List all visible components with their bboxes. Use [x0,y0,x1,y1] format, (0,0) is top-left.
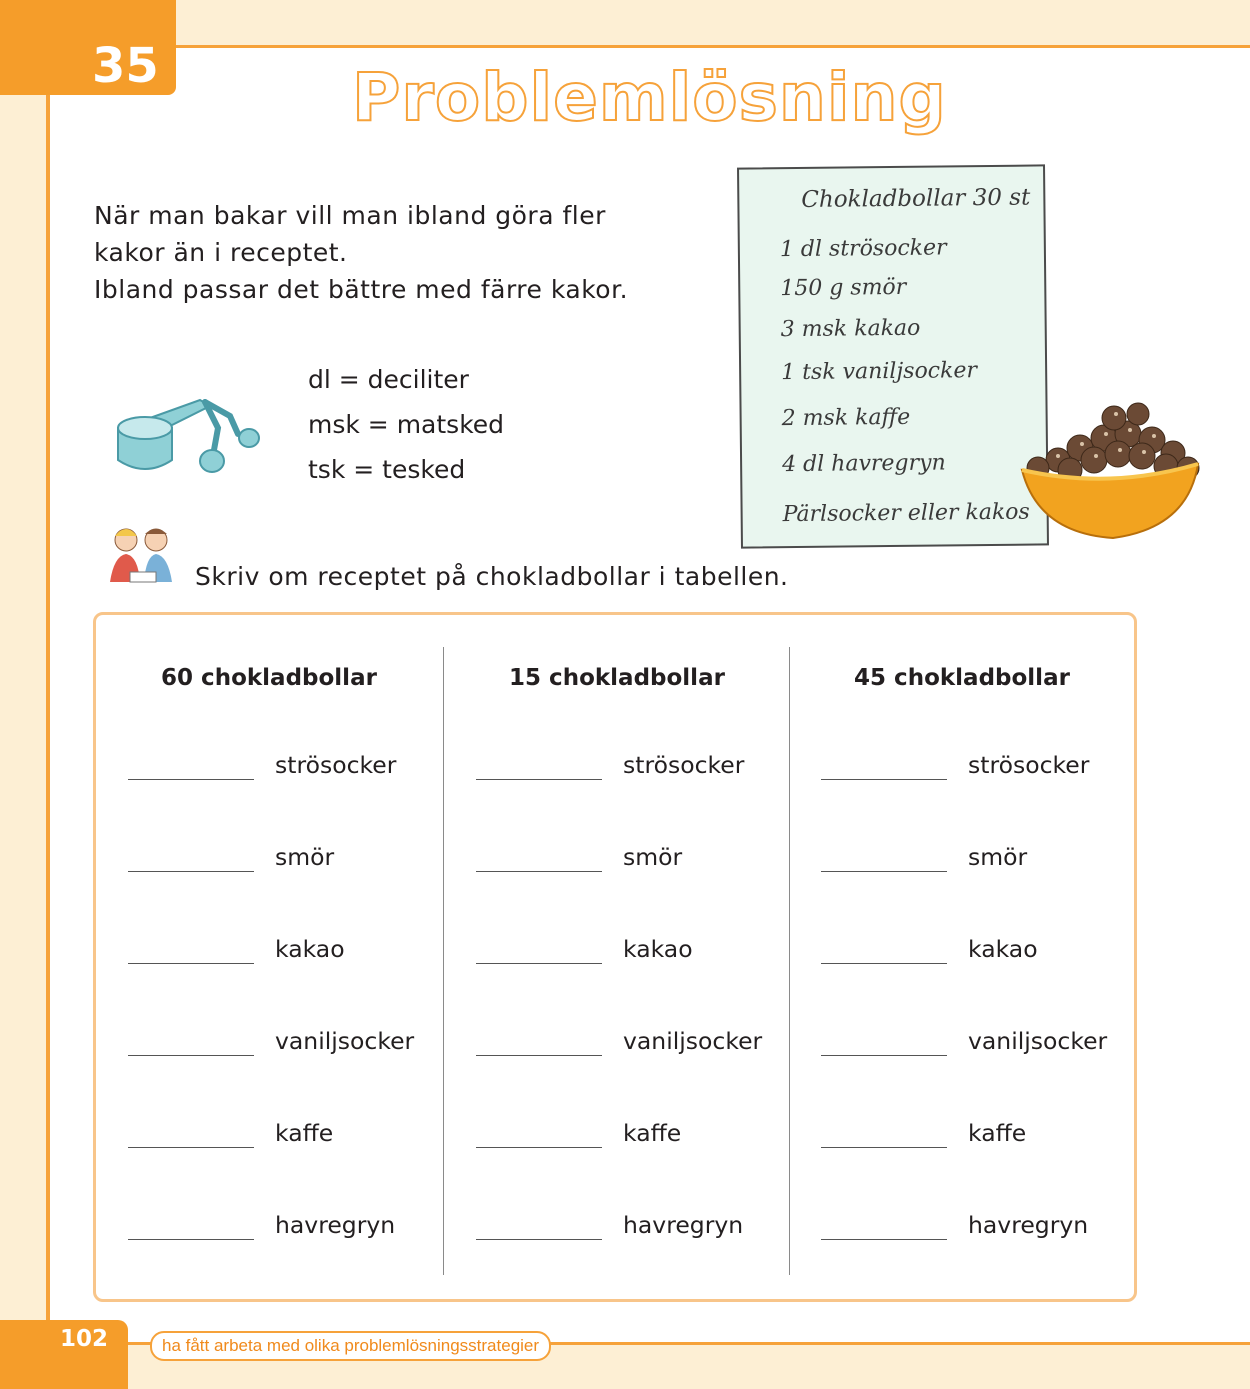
column-header: 15 chokladbollar [509,665,725,691]
table-row [444,1116,790,1156]
table-column [96,615,442,1299]
intro-text [94,197,654,308]
answer-blank[interactable] [128,1239,254,1240]
answer-blank[interactable] [476,1055,602,1056]
recipe-line: 1 dl strösocker [779,235,947,263]
answer-blank[interactable] [476,1147,602,1148]
table-row [96,1208,442,1248]
table-row [96,1024,442,1064]
answer-blank[interactable] [476,1239,602,1240]
table-row [444,1024,790,1064]
recipe-line: 4 dl havregryn [781,450,946,478]
ingredient-label: smör [275,843,335,871]
answer-blank[interactable] [821,871,947,872]
recipe-line: 150 g smör [780,274,907,302]
answer-blank[interactable] [476,963,602,964]
answer-blank[interactable] [476,779,602,780]
table-row [789,1116,1135,1156]
intro-line: Ibland passar det bättre med färre kakor. [94,275,629,304]
table-row [444,748,790,788]
recipe-title: Chokladbollar 30 st [801,184,1031,213]
ingredient-label: strösocker [968,751,1090,779]
chocolate-balls-bowl-icon [1018,398,1203,543]
table-row [96,840,442,880]
intro-line: När man bakar vill man ibland göra fler [94,201,606,230]
abbreviation-item: msk = matsked [308,410,505,439]
table-row [96,932,442,972]
table-row [96,1116,442,1156]
recipe-line: 3 msk kakao [780,315,921,343]
table-column [444,615,790,1299]
table-row [789,748,1135,788]
page-edge-left [46,90,50,1330]
page-number-tab [0,1320,128,1389]
page-number: 102 [60,1326,109,1352]
table-row [789,840,1135,880]
ingredient-label: kakao [275,935,345,963]
table-column [789,615,1135,1299]
conversion-table [93,612,1137,1302]
ingredient-label: kaffe [275,1119,334,1147]
ingredient-label: havregryn [968,1211,1089,1239]
page-edge-top [176,45,1250,48]
ingredient-label: kakao [623,935,693,963]
ingredient-label: smör [623,843,683,871]
abbreviation-item: tsk = tesked [308,455,466,484]
column-header: 60 chokladbollar [161,665,377,691]
abbreviation-list [308,357,504,492]
abbreviation-item: dl = deciliter [308,365,469,394]
table-row [444,932,790,972]
answer-blank[interactable] [128,1055,254,1056]
table-row [444,1208,790,1248]
ingredient-label: vaniljsocker [968,1027,1108,1055]
ingredient-label: strösocker [275,751,397,779]
recipe-line: Pärlsocker eller kakos [782,499,1030,528]
ingredient-label: vaniljsocker [275,1027,415,1055]
page-title: Problemlösning [352,59,947,136]
table-row [96,748,442,788]
recipe-line: 1 tsk vaniljsocker [781,358,978,386]
ingredient-label: havregryn [623,1211,744,1239]
ingredient-label: havregryn [275,1211,396,1239]
ingredient-label: kakao [968,935,1038,963]
table-row [444,840,790,880]
answer-blank[interactable] [128,779,254,780]
ingredient-label: strösocker [623,751,745,779]
answer-blank[interactable] [821,1055,947,1056]
answer-blank[interactable] [128,1147,254,1148]
chapter-number: 35 [92,38,159,94]
answer-blank[interactable] [128,963,254,964]
instruction-text: Skriv om receptet på chokladbollar i tabellen. [195,562,789,591]
answer-blank[interactable] [821,963,947,964]
chapter-tab [0,0,176,95]
intro-line: kakor än i receptet. [94,238,348,267]
measuring-spoons-icon [110,388,270,483]
answer-blank[interactable] [821,1147,947,1148]
answer-blank[interactable] [128,871,254,872]
ingredient-label: smör [968,843,1028,871]
ingredient-label: kaffe [968,1119,1027,1147]
kids-working-icon [104,520,180,590]
table-row [789,1024,1135,1064]
ingredient-label: kaffe [623,1119,682,1147]
ingredient-label: vaniljsocker [623,1027,763,1055]
answer-blank[interactable] [821,779,947,780]
recipe-paper [737,164,1049,548]
recipe-card [730,160,1060,555]
answer-blank[interactable] [476,871,602,872]
table-row [789,1208,1135,1248]
table-row [789,932,1135,972]
recipe-line: 2 msk kaffe [781,404,911,432]
learning-goal-label: ha fått arbeta med olika problemlösningsstrategier [150,1331,551,1361]
column-header: 45 chokladbollar [854,665,1070,691]
answer-blank[interactable] [821,1239,947,1240]
